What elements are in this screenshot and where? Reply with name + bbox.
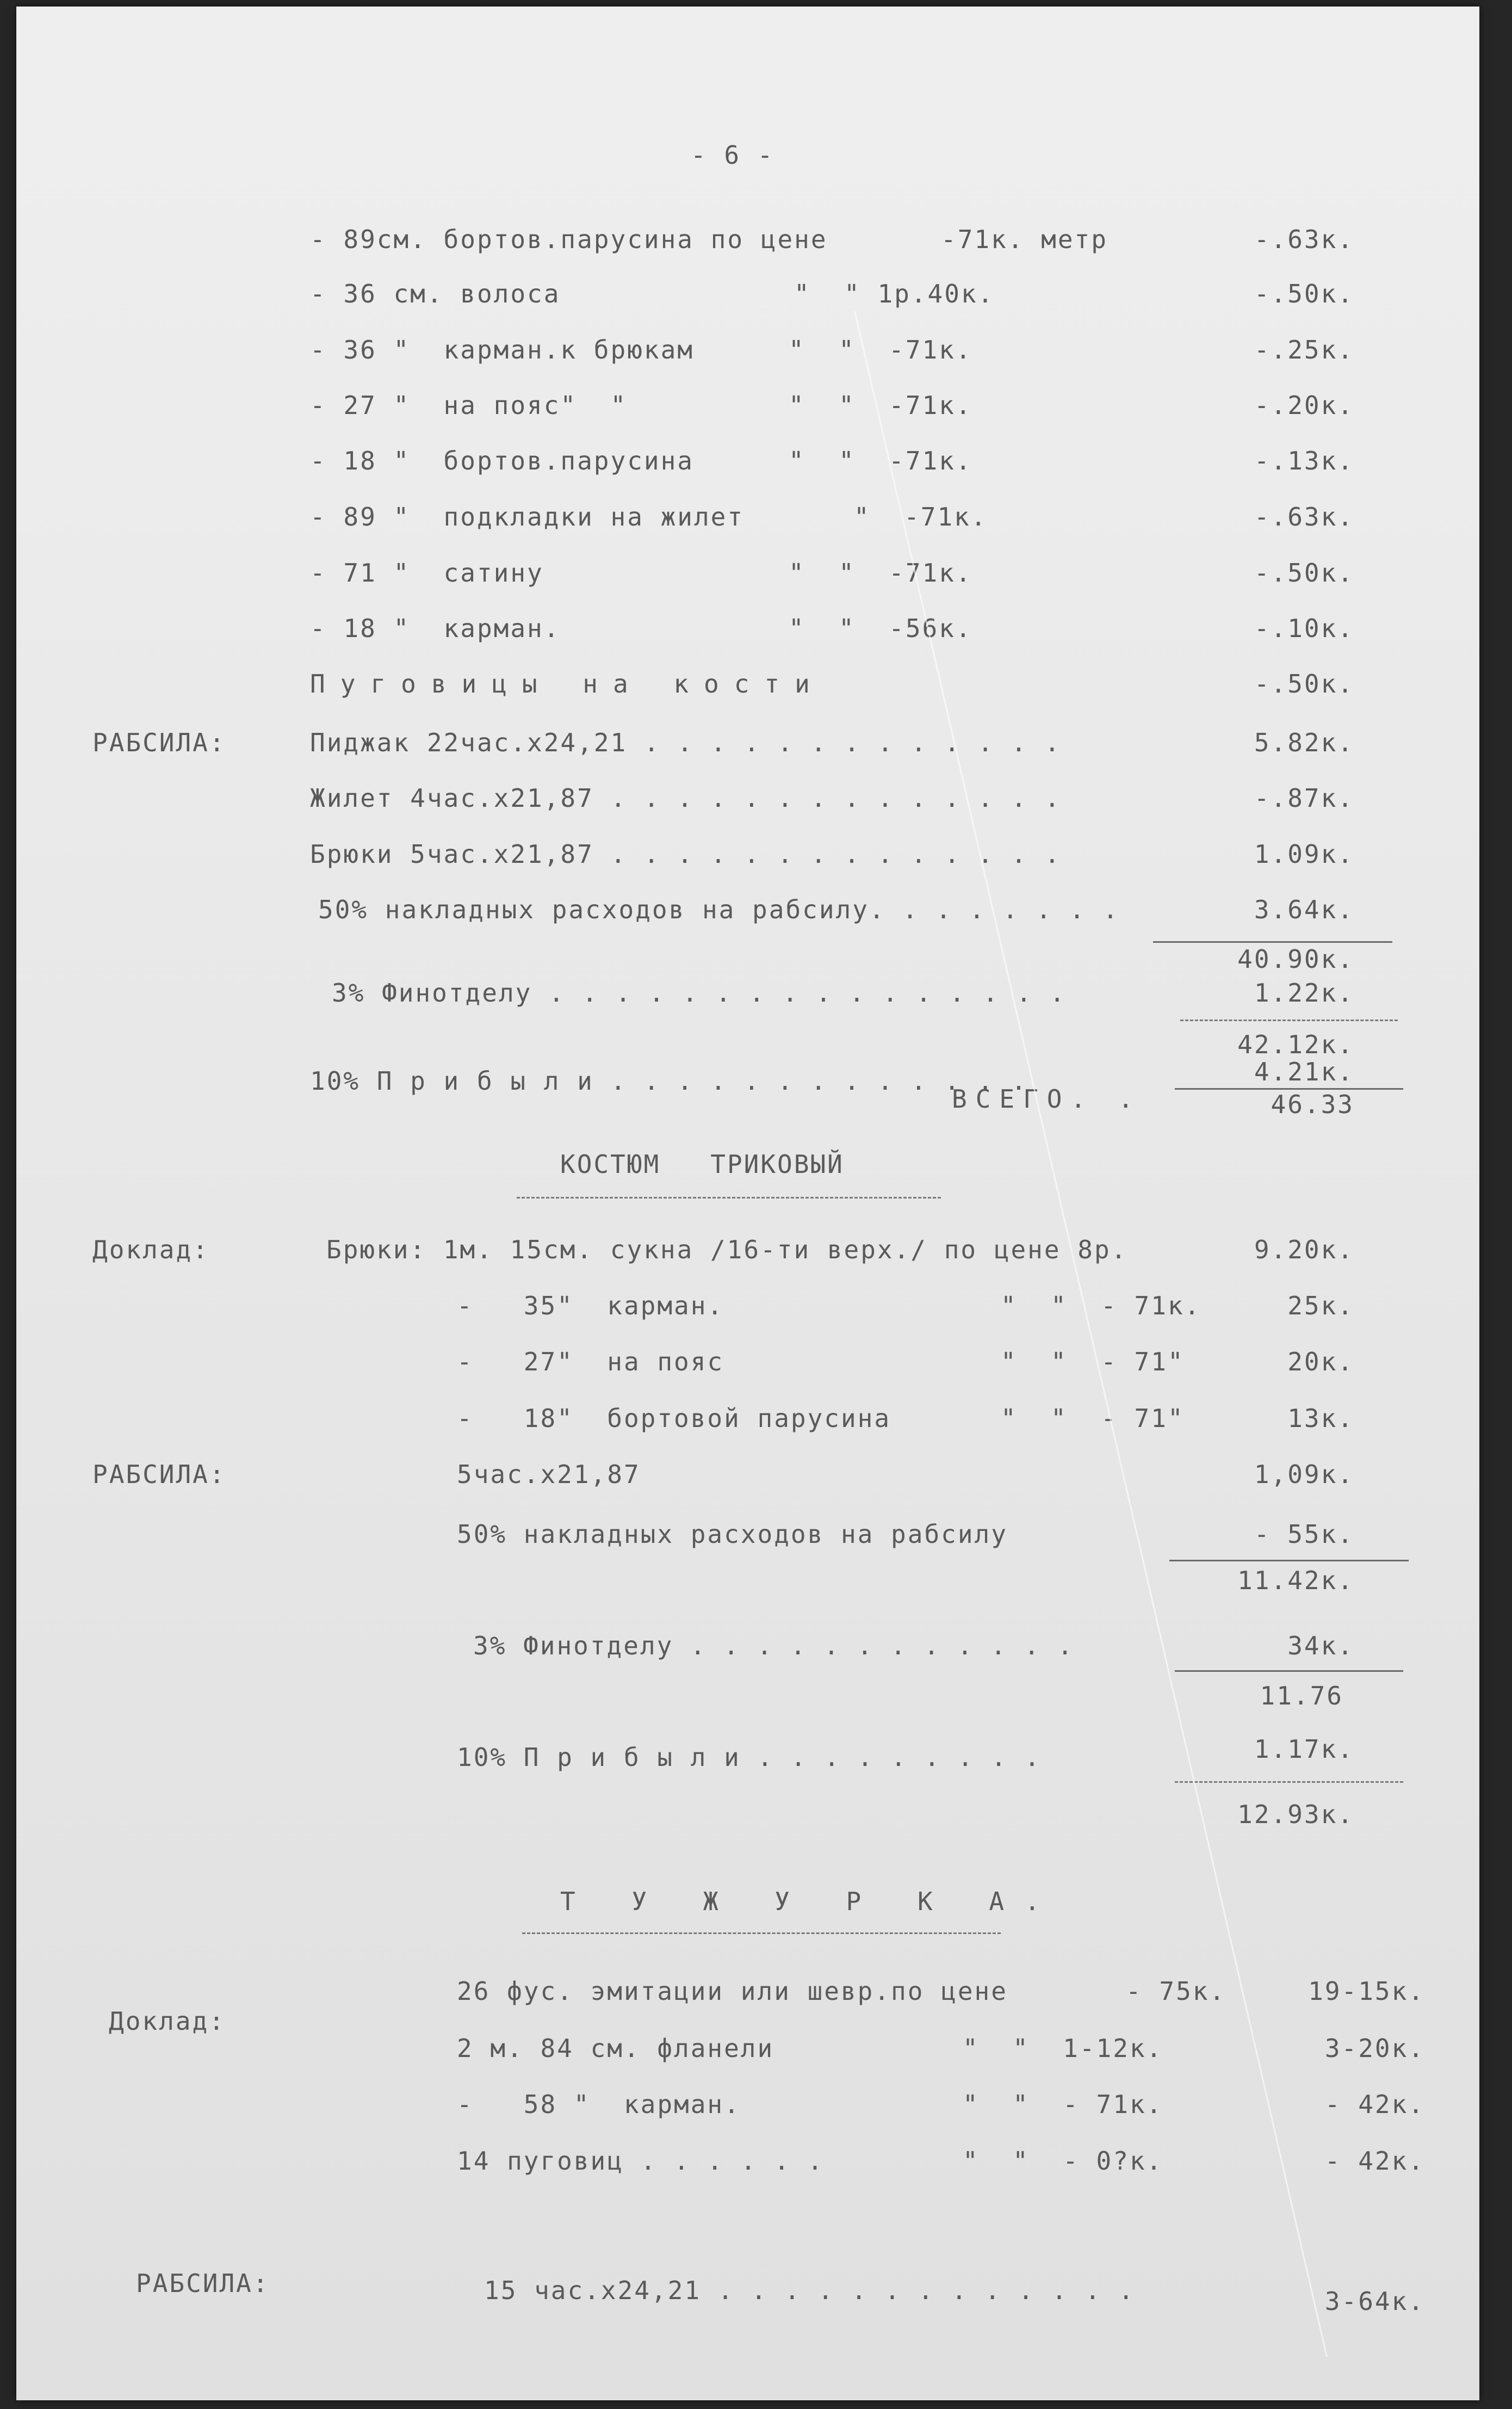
material-line: - 89 " подкладки на жилет [310, 502, 745, 532]
material-line: - 36 " карман.к брюкам [310, 335, 694, 365]
profit-line: 10% П р и б ы л и . . . . . . . . . [457, 1743, 1042, 1772]
material-line: - 35" карман. [457, 1291, 724, 1320]
finotdel-total: 1.22к. [1254, 978, 1354, 1008]
material-total: -.13к. [1254, 446, 1354, 475]
labor-label: РАБСИЛА: [92, 1460, 226, 1489]
labor-total: 1,09к. [1254, 1460, 1354, 1489]
sum-rule [1180, 1020, 1398, 1021]
material-line: Брюки: 1м. 15см. сукна /16-ти верх./ по цене 8р. [326, 1235, 1128, 1264]
material-price: " " - 71" [1001, 1347, 1185, 1376]
material-line: - 27" на пояс [457, 1347, 724, 1376]
sum-rule [1153, 941, 1392, 943]
profit-total: 4.21к. [1254, 1057, 1354, 1086]
material-total: -.50к. [1254, 279, 1354, 308]
labor-total: 1.09к. [1254, 839, 1354, 869]
material-price: " " -71к. [789, 391, 972, 420]
subtotal: 40.90к. [1237, 944, 1354, 974]
material-price: " " - 71к. [1001, 1291, 1201, 1320]
buttons-total: -.50к. [1254, 669, 1354, 699]
material-line: 2 м. 84 см. фланели [457, 2034, 774, 2063]
material-total: - 42к. [1324, 2146, 1425, 2176]
material-total: -.20к. [1254, 391, 1354, 420]
material-total: -.10к. [1254, 614, 1354, 643]
material-line: - 27 " на пояс" " [310, 391, 628, 420]
material-total: -.25к. [1254, 335, 1354, 365]
overhead-line: 50% накладных расходов на рабсилу. . . . . . . . [318, 895, 1120, 924]
material-price: " " - 71" [1001, 1404, 1185, 1433]
material-total: -.63к. [1254, 502, 1354, 532]
material-total: 3-20к. [1324, 2034, 1425, 2063]
material-line: - 36 см. волоса [310, 279, 561, 308]
finotdel-line: 3% Финотделу . . . . . . . . . . . . [473, 1631, 1074, 1660]
sum-rule [1175, 1781, 1403, 1783]
material-line: - 89см. бортов.парусина по цене [310, 225, 828, 254]
grand-total: 46.33 [1271, 1090, 1354, 1119]
material-total: 20к. [1287, 1347, 1354, 1376]
material-price: -71к. метр [941, 225, 1108, 254]
material-price: - 75к. [1126, 1976, 1226, 2006]
material-line: - 18" бортовой парусина [457, 1404, 891, 1433]
material-price: " " 1-12к. [963, 2034, 1163, 2063]
material-line: - 71 " сатину [310, 558, 544, 588]
material-total: 19-15к. [1308, 1976, 1425, 2006]
labor-total: 3-64к. [1324, 2287, 1425, 2316]
material-price: " " -71к. [789, 446, 972, 475]
labor-line: 15 час.х24,21 . . . . . . . . . . . . . [484, 2276, 1136, 2305]
document-sheet [16, 7, 1479, 2400]
material-line: 14 пуговиц . . . . . . [457, 2146, 825, 2176]
total-label: ВСЕГО. . [952, 1084, 1142, 1114]
doklad-label: Доклад: [92, 1235, 209, 1264]
material-price: " " -71к. [789, 335, 972, 365]
finotdel-total: 34к. [1287, 1631, 1354, 1660]
material-price: " " - 71к. [963, 2090, 1163, 2119]
overhead-line: 50% накладных расходов на рабсилу [457, 1519, 1008, 1549]
material-line: - 18 " карман. [310, 614, 561, 643]
finotdel-line: 3% Финотделу . . . . . . . . . . . . . . . . [332, 978, 1067, 1008]
profit-line: 10% П р и б ы л и . . . . . . . . . . . . . [310, 1066, 1028, 1096]
labor-line: Жилет 4час.х21,87 . . . . . . . . . . . . . . [310, 783, 1062, 813]
material-total: - 42к. [1324, 2090, 1425, 2119]
labor-line: 5час.х21,87 [457, 1460, 641, 1489]
labor-line: Пиджак 22час.х24,21 . . . . . . . . . . . . . [310, 728, 1062, 757]
material-total: 25к. [1287, 1291, 1354, 1320]
page-number: - 6 - [691, 140, 774, 170]
labor-label: РАБСИЛА: [92, 728, 226, 757]
material-price: " " -71к. [789, 558, 972, 588]
material-total: 9.20к. [1254, 1235, 1354, 1264]
section-title: КОСТЮМ ТРИКОВЫЙ [560, 1150, 844, 1179]
sum-rule [1169, 1560, 1409, 1561]
profit-total: 1.17к. [1254, 1734, 1354, 1764]
subtotal: 42.12к. [1237, 1030, 1354, 1059]
material-line: - 18 " бортов.парусина [310, 446, 694, 475]
material-line: - 58 " карман. [457, 2090, 741, 2119]
labor-label: РАБСИЛА: [136, 2269, 270, 2298]
overhead-total: 3.64к. [1254, 895, 1354, 924]
material-total: -.50к. [1254, 558, 1354, 588]
section-title: Т У Ж У Р К А. [560, 1887, 1061, 1916]
subtotal: 11.42к. [1237, 1566, 1354, 1595]
overhead-total: - 55к. [1254, 1519, 1354, 1549]
labor-line: Брюки 5час.х21,87 . . . . . . . . . . . . . . [310, 839, 1062, 869]
grand-total: 12.93к. [1237, 1800, 1354, 1829]
labor-total: 5.82к. [1254, 728, 1354, 757]
material-line: 26 фус. эмитации или шевр.по цене [457, 1976, 1008, 2006]
buttons-line: Пуговицы на кости [310, 669, 825, 699]
material-price: " " - 0?к. [963, 2146, 1163, 2176]
material-price: " " -56к. [789, 614, 972, 643]
labor-total: -.87к. [1254, 783, 1354, 813]
doklad-label: Доклад: [109, 2006, 226, 2036]
material-price: " -71к. [854, 502, 988, 532]
material-price: " " 1р.40к. [794, 279, 995, 308]
material-total: 13к. [1287, 1404, 1354, 1433]
subtotal: 11.76 [1260, 1681, 1343, 1710]
title-underline [522, 1932, 1001, 1934]
material-total: -.63к. [1254, 225, 1354, 254]
sum-rule [1175, 1670, 1403, 1672]
title-underline [517, 1197, 941, 1199]
